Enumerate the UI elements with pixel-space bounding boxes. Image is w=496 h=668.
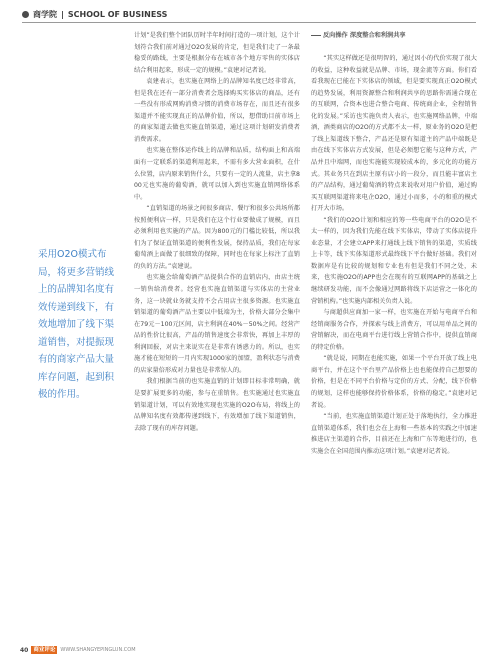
- paragraph: 也实施会给葡萄酒产品提供合作的直销店内，由店主统一销售给消费者。经营也实施直销渠道与实体店的主营业务，这一块就业务就支持不会占用店主很多资源。也实施直销渠道的葡萄酒产品主要以中低端为主，价格大部分会集中在79元－100元区间，店主利润在40%－50%之间。经营产品的性价比很高，产品的销售速度会非常快，再加上丰厚的利润回报，对店主来说实在是非常有诱惑力的。所以，也实施才能在短短的一月内实现1000家的加盟，盈利状态与消费的店家量倍形成对力量也是非常惊人的。: [134, 274, 300, 374]
- header-divider: |: [61, 9, 64, 19]
- article-column-2: [311, 30, 477, 457]
- paragraph: 我们根据当前的也实施直销的计划即目标非常明确，就是要扩展更多的功能，参与在重销售。也实施通过也实施直销渠道计划，可以有效地实现也实施的O2O布局，将线上的品牌知名度有效都传递到线下，有效增加了线下渠道销售，去除了现有的库存问题。: [134, 378, 300, 432]
- page-number: 40: [20, 646, 29, 654]
- paragraph: “就是说，同期在也能实施，如果一个平台开放了线上电商平台，并在这个平台里产品价格上也也能保持自己想要的价格，但是在不同平台价格与定价的方式、分配，线下价格的规划，这样也能够保持价格体系，价格的稳定。”袁建对记者说。: [311, 355, 477, 409]
- header-section: SCHOOL OF BUSINESS: [67, 9, 168, 19]
- paragraph: “当前，也实施直销渠道计划正处于落地执行，全力推进直销渠道体系，我们也会在上海和一些基本的实践之中加速推进店主渠道的合作，目前还在上海和广东等地进行的，也实施会在全国范围内推动这项计划。”袁建对记者说。: [311, 413, 477, 455]
- paragraph: “其实这样做还是很明智的，通过因小的代价实现了很大的收益，这种收益就是品牌、市场，现金流等方面。你们看看我现在已能在下实体店的领域，但是要实现真正O2O模式的趋势发展，利用资源整合和利润共享的思路你需通合现在的互联网，合资本也进合整合电商、传统商企业，全程销售化的发展。”采访也实施负责人表示，也实施网络品牌，中端酒，酒类商店的O2O的方式都不太一样，原业务的O2O是把了线上渠道线下整合，产品还是原有渠道主的产品中端既是由在线下实体店方式发展，但是必须想它能与这种方式，产品并且中端网，而也实施能实现较成本的，多元化的功能方式。其业务只在到店主原有店小的一段分，而且能丰富店主的产品结构，通过葡萄酒的特点来说收对用户价值，通过购买互联网渠道将来电企O2O，通过小而多，小的和重的模式打开大市场。: [311, 55, 477, 213]
- bullet-icon: [22, 11, 29, 18]
- paragraph: “直销渠道的场景之间很多商店、餐厅和很多公共场所都按照便利店一样，只是我们在这个行业要做成了规模，而且必须利用也实施的产品。因为800元的门槛比较低，所以我们为了保证直销渠道的便利性发展，保持品质，我们在每家葡萄酒上面做了很细致的保障，同时也在每家上标注了直销的负的方法。”袁建说。: [134, 205, 300, 270]
- page-footer: [20, 645, 136, 655]
- paragraph: 袁建表示，也实施在网络上的品牌知名度已经非常高，但是我在还有一部分消费者会选择购买实体店的商品，还有一些没有形成网购消费习惯的消费市场存在，而且还有很多渠道并不能实现真正的品牌价值，所以，想借助目前市场上的商家渠道去做也实施直销渠道，通过这项计划研发消费者消费需求。: [134, 78, 300, 143]
- magazine-badge: 商业评论: [33, 647, 56, 653]
- section-subhead: [311, 30, 477, 42]
- header-label: 商学院: [33, 9, 57, 19]
- header-rule: [22, 22, 476, 23]
- pullquote: 采用O2O模式布局，将更多营销线上的品牌知名度有效传递到线下，有效地增加了线下渠道销售，对提振现有的商家产品大量库存问题，起到积极的作用。: [38, 249, 115, 400]
- paragraph: 与商超供应商加一家一样，也实施在开始与电商平台和经销商服务合作，并探索与线上消费方，可以用单品之间的营销解决，而在电商平台进行线上营销合作中，提供直销商的特定价格。: [311, 309, 477, 351]
- subhead-bar: [311, 35, 321, 36]
- page-header: [22, 7, 476, 21]
- paragraph: 计划”是我们整个团队历时半年时间打造的一项计划，这个计划符合我们前对通过O2O发展的肯定，但是我们走了一条最稳妥的路线，主要是根据分布在城市各个地方零售的实体店结合利用起来，形成一定的规模。”袁建对记者说。: [134, 32, 300, 74]
- subhead-text: 反向操作 深度整合和利润共享: [323, 32, 406, 39]
- magazine-url: WWW.SHANGYEPINGLUN.COM: [60, 647, 136, 653]
- paragraph: 也实施在整体运作线上的品牌和品质，结构面上和高端面有一定联系的渠道利用起来，不需有多大营业面积，在什么位置，店内原来销售什么，只要有一定的人流量，店主拿800元也实施的葡萄酒，就可以加入到也实施直销网络体系中。: [134, 147, 300, 201]
- article-column-1: [134, 30, 300, 434]
- paragraph: “我们的O2O计划和相应的筹一些电商平台的O2O是不太一样的，因为我们先能在线下实体店，带动了实体店提升业态量，才会建立APP来打通线上线下销售的渠道，实质线上卡等，线下实体渠道形式最终线下平台做好基础。我们对数据库是有比较的规划和专业也有但是我们不同之处，未来，也实施O2O的APP也会在现有的互联网APP的基础之上继续研发功能，而不会像通过网路将线下店运营之一体化的营销机构。”也实施内部相关负责人说。: [311, 216, 477, 305]
